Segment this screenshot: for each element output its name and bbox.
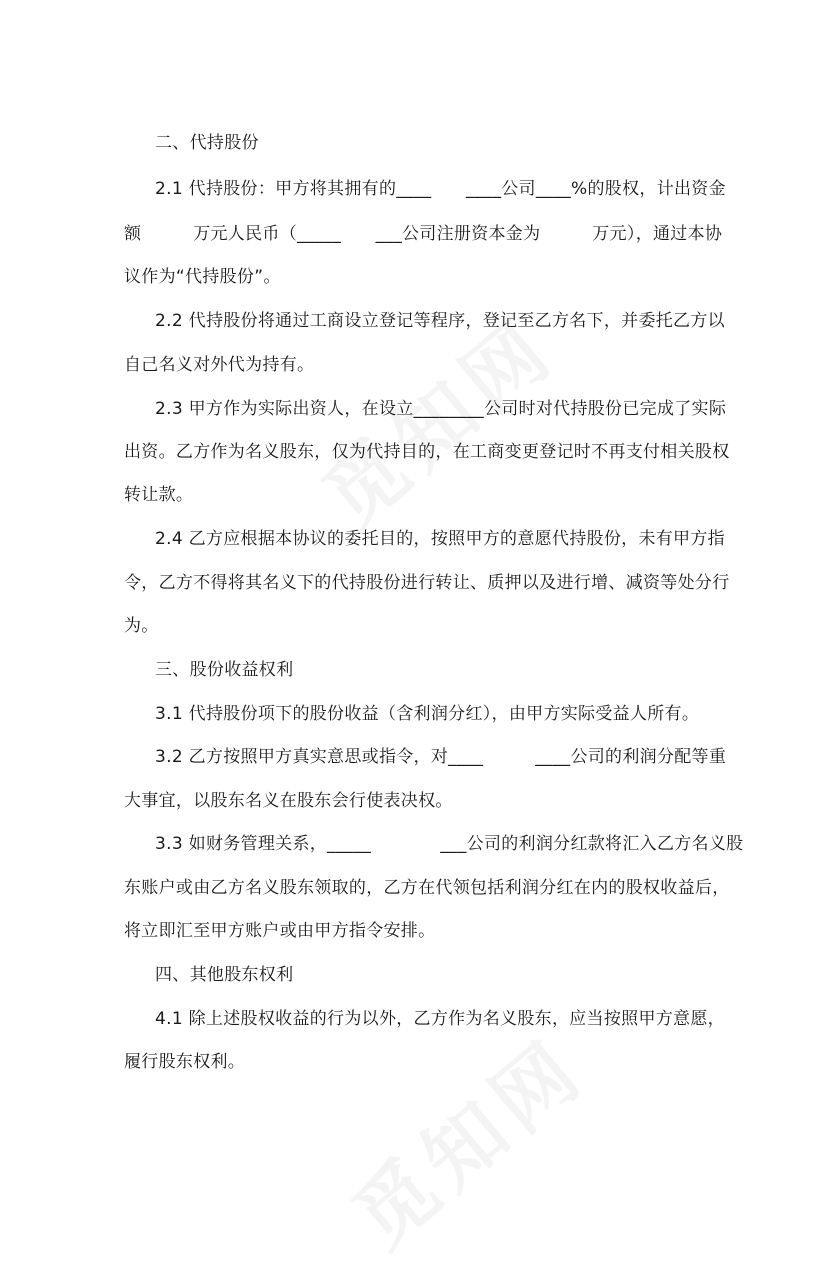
paragraph-line: 2.2 代持股份将通过工商设立登记等程序，登记至乙方名下，并委托乙方以 (155, 311, 725, 331)
paragraph-line: 议作为“代持股份”。 (124, 267, 281, 287)
paragraph-line: 令，乙方不得将其名义下的代持股份进行转让、质押以及进行增、减资等处分行 (124, 573, 730, 593)
paragraph-line: 东账户或由乙方名义股东领取的，乙方在代领包括利润分红在内的股权收益后， (124, 878, 730, 898)
paragraph-line: 履行股东权利。 (124, 1052, 246, 1072)
paragraph-line: 3.1 代持股份项下的股份收益（含利润分红），由甲方实际受益人所有。 (155, 704, 700, 724)
paragraph-line: 3.3 如财务管理关系，_____ ___公司的利润分红款将汇入乙方名义股 (155, 834, 744, 854)
section-heading: 三、股份收益权利 (155, 660, 294, 680)
paragraph-line: 4.1 除上述股权收益的行为以外，乙方作为名义股东，应当按照甲方意愿， (155, 1009, 725, 1029)
paragraph-line: 2.3 甲方作为实际出资人，在设立________公司时对代持股份已完成了实际 (155, 399, 727, 419)
paragraph-line: 2.4 乙方应根据本协议的委托目的，按照甲方的意愿代持股份，未有甲方指 (155, 529, 725, 549)
section-heading: 二、代持股份 (155, 133, 259, 153)
paragraph-line: 额 万元人民币（_____ ___公司注册资本金为 万元），通过本协 (124, 224, 723, 244)
watermark (325, 1007, 606, 1268)
paragraph-line: 大事宜，以股东名义在股东会行使表决权。 (124, 791, 453, 811)
paragraph-line: 转让款。 (124, 485, 194, 505)
section-heading: 四、其他股东权利 (155, 965, 294, 985)
paragraph-line: 出资。乙方作为名义股东，仅为代持目的，在工商变更登记时不再支付相关股权 (124, 442, 730, 462)
paragraph-line: 3.2 乙方按照甲方真实意思或指令，对____ ____公司的利润分配等重 (155, 747, 727, 767)
paragraph-line: 自己名义对外代为持有。 (124, 355, 315, 375)
paragraph-line: 2.1 代持股份：甲方将其拥有的____ ____公司____%的股权，计出资金 (155, 179, 726, 199)
paragraph-line: 为。 (124, 616, 159, 636)
paragraph-line: 将立即汇至甲方账户或由甲方指令安排。 (124, 921, 436, 941)
